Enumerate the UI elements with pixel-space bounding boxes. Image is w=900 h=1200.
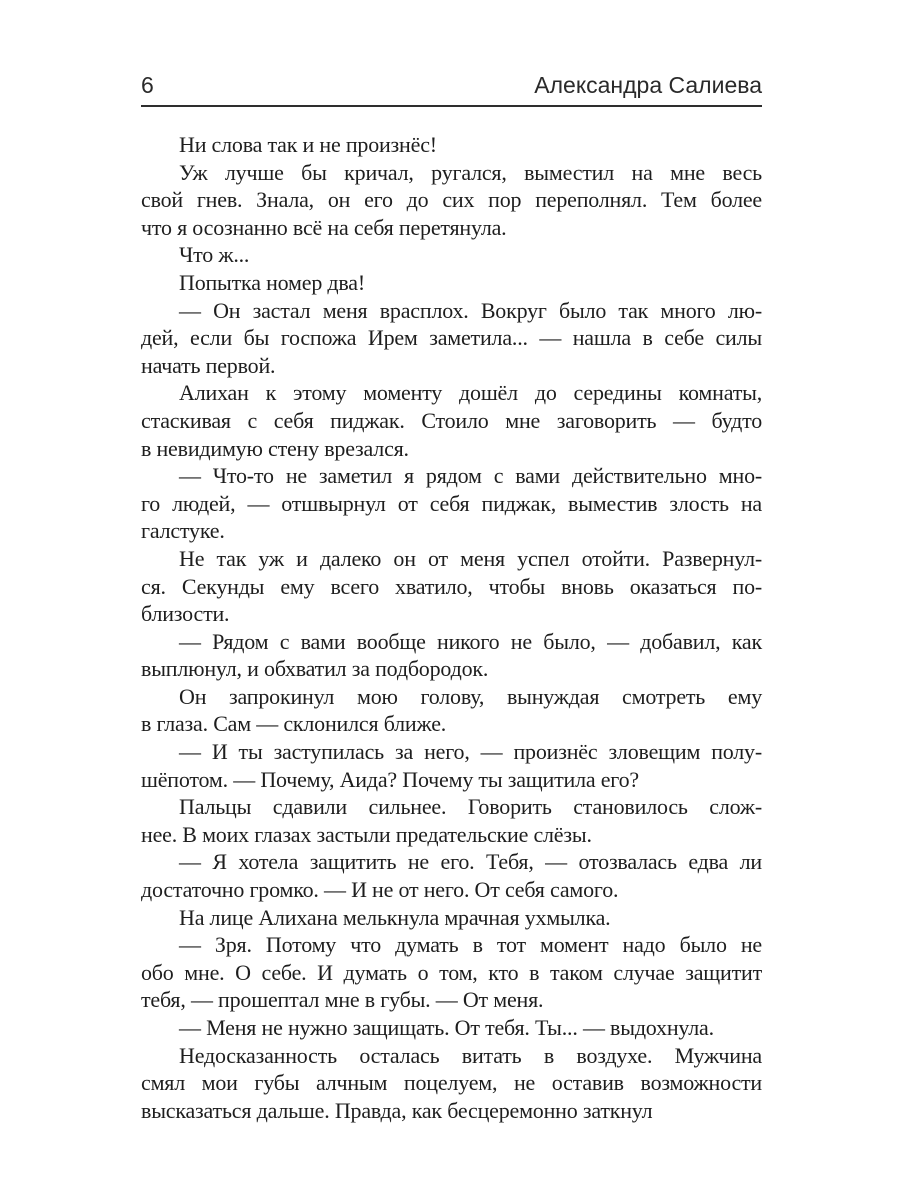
page-number: 6	[141, 72, 154, 98]
text-line: — Я хотела защитить не его. Тебя, — отозвалась едва ли	[179, 849, 762, 875]
paragraph	[141, 269, 762, 297]
text-line: Уж лучше бы кричал, ругался, выместил на мне весь	[179, 159, 762, 185]
text-line: галстуке.	[141, 518, 225, 544]
text-line: Попытка номер два!	[179, 269, 365, 295]
text-line: достаточно громко. — И не от него. От себя самого.	[141, 877, 619, 903]
text-line: — Рядом с вами вообще никого не было, — добавил, как	[179, 628, 762, 654]
paragraph	[141, 545, 762, 628]
text-line: стаскивая с себя пиджак. Стоило мне заговорить — будто	[141, 407, 762, 433]
text-line: — Меня не нужно защищать. От тебя. Ты... — выдохнула.	[179, 1015, 714, 1040]
paragraph	[141, 738, 762, 793]
header-rule	[141, 105, 762, 107]
text-line: Ни слова так и не произнёс!	[179, 132, 437, 157]
text-line: Что ж...	[179, 242, 250, 268]
text-line: Не так уж и далеко он от меня успел отойти. Развернул-	[179, 545, 762, 571]
text-line: — Зря. Потому что думать в тот момент надо было не	[179, 932, 762, 958]
text-line: — Что-то не заметил я рядом с вами действительно мно-	[179, 463, 762, 489]
paragraph	[141, 159, 762, 242]
text-line: го людей, — отшвырнул от себя пиджак, выместив злость на	[141, 490, 762, 516]
paragraph	[141, 241, 762, 269]
text-block	[141, 131, 762, 1124]
text-line: дей, если бы госпожа Ирем заметила... — нашла в себе силы	[141, 325, 762, 351]
paragraph	[141, 628, 762, 683]
paragraph	[141, 793, 762, 848]
paragraph	[141, 848, 762, 903]
paragraph	[141, 297, 762, 380]
paragraph	[141, 904, 762, 932]
text-line: в глаза. Сам — склонился ближе.	[141, 711, 447, 737]
text-line: смял мои губы алчным поцелуем, не оставив возможности	[141, 1070, 762, 1096]
text-line: что я осознанно всё на себя перетянула.	[141, 214, 507, 240]
text-line: высказаться дальше. Правда, как бесцеремонно заткнул	[141, 1097, 653, 1123]
paragraph	[141, 379, 762, 462]
text-line: На лице Алихана мелькнула мрачная ухмылка.	[179, 904, 611, 930]
text-line: — И ты заступилась за него, — произнёс зловещим полу-	[179, 739, 762, 765]
page-header	[141, 72, 762, 102]
text-line: Пальцы сдавили сильнее. Говорить становилось слож-	[179, 794, 762, 820]
text-line: шёпотом. — Почему, Аида? Почему ты защитила его?	[141, 766, 639, 792]
text-line: в невидимую стену врезался.	[141, 435, 409, 461]
text-line: ся. Секунды ему всего хватило, чтобы вновь оказаться по-	[141, 573, 762, 599]
text-line: обо мне. О себе. И думать о том, кто в таком случае защитит	[141, 959, 762, 985]
text-line: Алихан к этому моменту дошёл до середины комнаты,	[179, 380, 762, 406]
text-line: Он запрокинул мою голову, вынуждая смотреть ему	[179, 683, 762, 709]
text-line: начать первой.	[141, 352, 276, 378]
text-line: нее. В моих глазах застыли предательские слёзы.	[141, 821, 592, 847]
text-line: — Он застал меня врасплох. Вокруг было так много лю-	[179, 297, 762, 323]
paragraph	[141, 931, 762, 1014]
paragraph	[141, 131, 762, 159]
text-line: тебя, — прошептал мне в губы. — От меня.	[141, 987, 544, 1013]
text-line: свой гнев. Знала, он его до сих пор переполнял. Тем более	[141, 187, 762, 213]
text-line: Недосказанность осталась витать в воздухе. Мужчина	[179, 1042, 762, 1068]
running-head-author: Александра Салиева	[534, 72, 762, 98]
paragraph	[141, 462, 762, 545]
text-line: выплюнул, и обхватил за подбородок.	[141, 656, 489, 682]
paragraph	[141, 1014, 762, 1042]
paragraph	[141, 1042, 762, 1125]
text-line: близости.	[141, 601, 230, 627]
paragraph	[141, 683, 762, 738]
